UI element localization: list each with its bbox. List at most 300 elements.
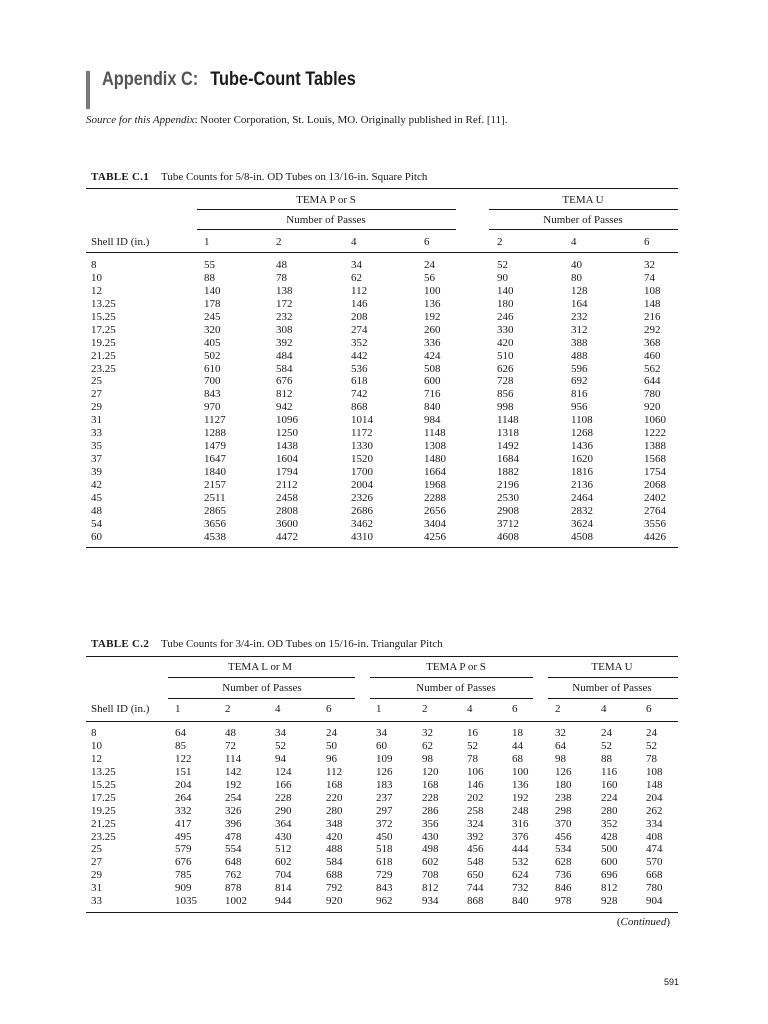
table-cell: 602 bbox=[275, 856, 292, 869]
appendix-heading bbox=[102, 69, 356, 91]
table-cell: 62 bbox=[351, 271, 362, 284]
table-cell: 696 bbox=[601, 869, 618, 882]
table-cell: 1438 bbox=[276, 440, 298, 453]
table-cell: 258 bbox=[467, 804, 484, 817]
shell-id-cell: 21.25 bbox=[91, 817, 116, 830]
table-cell: 98 bbox=[555, 752, 566, 765]
table-cell: 428 bbox=[601, 830, 618, 843]
table-cell: 78 bbox=[276, 271, 287, 284]
table-cell: 704 bbox=[275, 869, 292, 882]
table-cell: 140 bbox=[497, 284, 514, 297]
table-cell: 934 bbox=[422, 895, 439, 908]
table-cell: 4256 bbox=[424, 530, 446, 543]
table-cell: 600 bbox=[601, 856, 618, 869]
table-cell: 4508 bbox=[571, 530, 593, 543]
table-cell: 474 bbox=[646, 843, 663, 856]
table-cell: 1479 bbox=[204, 440, 226, 453]
table-cell: 388 bbox=[571, 336, 588, 349]
shell-id-cell: 8 bbox=[91, 727, 97, 739]
table-cell: 228 bbox=[422, 791, 439, 804]
table-cell: 112 bbox=[351, 284, 368, 297]
table-cell: 610 bbox=[204, 362, 221, 375]
shell-id-cell: 10 bbox=[91, 271, 102, 284]
table-cell: 180 bbox=[497, 297, 514, 310]
table-cell: 326 bbox=[225, 804, 242, 817]
shell-id-cell: 10 bbox=[91, 739, 102, 752]
table-cell: 334 bbox=[646, 817, 663, 830]
table-cell: 920 bbox=[644, 401, 661, 414]
table-cell: 579 bbox=[175, 843, 192, 856]
table-cell: 166 bbox=[275, 778, 292, 791]
table-cell: 238 bbox=[555, 791, 572, 804]
table-cell: 1060 bbox=[644, 414, 666, 427]
table-cell: 420 bbox=[326, 830, 343, 843]
table-cell: 2068 bbox=[644, 478, 666, 491]
table-cell: 1794 bbox=[276, 466, 298, 478]
table-cell: 254 bbox=[225, 791, 242, 804]
table-cell: 18 bbox=[512, 727, 523, 739]
table-cell: 352 bbox=[351, 336, 368, 349]
table1-data-column bbox=[424, 259, 446, 544]
table1-col-header: 4 bbox=[571, 236, 577, 248]
table-cell: 2326 bbox=[351, 491, 373, 504]
table-cell: 332 bbox=[175, 804, 192, 817]
table2-group-b: TEMA P or S bbox=[426, 661, 486, 673]
table-cell: 1222 bbox=[644, 427, 666, 440]
table-cell: 570 bbox=[646, 856, 663, 869]
table2-title: Tube Counts for 3/4-in. OD Tubes on 15/16-in. Triangular Pitch bbox=[161, 638, 443, 650]
table-cell: 248 bbox=[512, 804, 529, 817]
table-cell: 868 bbox=[467, 895, 484, 908]
table-cell: 100 bbox=[424, 284, 441, 297]
table-cell: 700 bbox=[204, 375, 221, 388]
table-cell: 618 bbox=[351, 375, 368, 388]
table-cell: 100 bbox=[512, 765, 529, 778]
table-cell: 785 bbox=[175, 869, 192, 882]
table-cell: 998 bbox=[497, 401, 514, 414]
shell-id-cell: 33 bbox=[91, 427, 102, 440]
table-cell: 204 bbox=[175, 778, 192, 791]
table-cell: 602 bbox=[422, 856, 439, 869]
table2-passes-a-rule bbox=[168, 698, 355, 699]
table-cell: 372 bbox=[376, 817, 393, 830]
table-cell: 204 bbox=[646, 791, 663, 804]
table-cell: 396 bbox=[225, 817, 242, 830]
table2-col-header: 2 bbox=[225, 703, 231, 715]
table-cell: 290 bbox=[275, 804, 292, 817]
table-cell: 52 bbox=[467, 739, 478, 752]
table-cell: 2832 bbox=[571, 504, 593, 517]
table-cell: 60 bbox=[376, 739, 387, 752]
table-cell: 88 bbox=[204, 271, 215, 284]
table-cell: 4538 bbox=[204, 530, 226, 543]
shell-id-cell: 12 bbox=[91, 752, 102, 765]
table-cell: 962 bbox=[376, 895, 393, 908]
table-cell: 2004 bbox=[351, 478, 373, 491]
table-cell: 1250 bbox=[276, 427, 298, 440]
table-cell: 812 bbox=[276, 388, 293, 401]
table-cell: 64 bbox=[175, 727, 186, 739]
shell-id-cell: 31 bbox=[91, 882, 102, 895]
table-cell: 484 bbox=[276, 349, 293, 362]
table1-group-a: TEMA P or S bbox=[296, 194, 356, 206]
table-cell: 112 bbox=[326, 765, 343, 778]
table1-group-b-rule bbox=[489, 209, 678, 210]
shell-id-cell: 15.25 bbox=[91, 310, 116, 323]
table-cell: 1840 bbox=[204, 466, 226, 478]
table-cell: 183 bbox=[376, 778, 393, 791]
table-cell: 220 bbox=[326, 791, 343, 804]
source-label: Source for this Appendix bbox=[86, 114, 195, 126]
table-cell: 3656 bbox=[204, 517, 226, 530]
table2-passes-c: Number of Passes bbox=[572, 682, 652, 694]
table-cell: 274 bbox=[351, 323, 368, 336]
table-cell: 843 bbox=[204, 388, 221, 401]
table-cell: 136 bbox=[512, 778, 529, 791]
table2-data-column bbox=[275, 727, 292, 908]
table-cell: 742 bbox=[351, 388, 368, 401]
table-cell: 180 bbox=[555, 778, 572, 791]
table2-col-header: 6 bbox=[646, 703, 652, 715]
table-cell: 142 bbox=[225, 765, 242, 778]
table-cell: 2764 bbox=[644, 504, 666, 517]
table-cell: 72 bbox=[225, 739, 236, 752]
table-cell: 237 bbox=[376, 791, 393, 804]
table-cell: 114 bbox=[225, 752, 242, 765]
table-cell: 814 bbox=[275, 882, 292, 895]
table-cell: 4310 bbox=[351, 530, 373, 543]
table-cell: 843 bbox=[376, 882, 393, 895]
table-cell: 352 bbox=[601, 817, 618, 830]
table-cell: 2511 bbox=[204, 491, 226, 504]
table-cell: 136 bbox=[424, 297, 441, 310]
table2-col-header: 2 bbox=[422, 703, 428, 715]
table-cell: 812 bbox=[601, 882, 618, 895]
table-cell: 370 bbox=[555, 817, 572, 830]
table2-caption bbox=[91, 638, 443, 650]
table-cell: 78 bbox=[646, 752, 657, 765]
appendix-label: Appendix C: bbox=[102, 69, 199, 90]
table2-data-column bbox=[225, 727, 247, 908]
table-cell: 34 bbox=[376, 727, 387, 739]
table-cell: 856 bbox=[497, 388, 514, 401]
table-cell: 106 bbox=[467, 765, 484, 778]
table1-shell-id-column bbox=[91, 259, 116, 544]
table2-col-header: 4 bbox=[601, 703, 607, 715]
shell-id-cell: 60 bbox=[91, 530, 102, 543]
shell-id-cell: 48 bbox=[91, 504, 102, 517]
shell-id-cell: 29 bbox=[91, 401, 102, 414]
table-cell: 2458 bbox=[276, 491, 298, 504]
table-cell: 146 bbox=[467, 778, 484, 791]
table-cell: 478 bbox=[225, 830, 242, 843]
table-cell: 978 bbox=[555, 895, 572, 908]
table1-number: TABLE C.1 bbox=[91, 171, 150, 183]
table1-data-column bbox=[497, 259, 519, 544]
table-cell: 168 bbox=[422, 778, 439, 791]
table-cell: 4608 bbox=[497, 530, 519, 543]
table-cell: 246 bbox=[497, 310, 514, 323]
table1-data-column bbox=[276, 259, 298, 544]
table-cell: 32 bbox=[644, 259, 655, 271]
table-cell: 40 bbox=[571, 259, 582, 271]
table-cell: 24 bbox=[646, 727, 657, 739]
table2-group-a: TEMA L or M bbox=[227, 661, 293, 673]
table2-col-header: 4 bbox=[275, 703, 281, 715]
table-cell: 984 bbox=[424, 414, 441, 427]
table-cell: 264 bbox=[175, 791, 192, 804]
table-cell: 408 bbox=[646, 830, 663, 843]
table-cell: 3712 bbox=[497, 517, 519, 530]
table-cell: 548 bbox=[467, 856, 484, 869]
shell-id-cell: 17.25 bbox=[91, 791, 116, 804]
table-cell: 308 bbox=[276, 323, 293, 336]
table-cell: 1268 bbox=[571, 427, 593, 440]
table-cell: 644 bbox=[644, 375, 661, 388]
table-cell: 94 bbox=[275, 752, 286, 765]
table-cell: 138 bbox=[276, 284, 293, 297]
table-cell: 232 bbox=[571, 310, 588, 323]
table-cell: 392 bbox=[467, 830, 484, 843]
table-cell: 1014 bbox=[351, 414, 373, 427]
table-cell: 928 bbox=[601, 895, 618, 908]
table-cell: 52 bbox=[601, 739, 612, 752]
table2-passes-b: Number of Passes bbox=[416, 682, 496, 694]
table-cell: 1604 bbox=[276, 453, 298, 466]
table-cell: 96 bbox=[326, 752, 337, 765]
table1-group-b: TEMA U bbox=[562, 194, 604, 206]
table-cell: 52 bbox=[497, 259, 508, 271]
table2-passes-a: Number of Passes bbox=[222, 682, 302, 694]
table-cell: 1620 bbox=[571, 453, 593, 466]
table2-col-header: 1 bbox=[175, 703, 181, 715]
table-cell: 956 bbox=[571, 401, 588, 414]
table-cell: 442 bbox=[351, 349, 368, 362]
table-cell: 3600 bbox=[276, 517, 298, 530]
table-cell: 192 bbox=[225, 778, 242, 791]
shell-id-cell: 12 bbox=[91, 284, 102, 297]
table-cell: 846 bbox=[555, 882, 572, 895]
table-cell: 116 bbox=[601, 765, 618, 778]
table-cell: 2112 bbox=[276, 478, 298, 491]
table-cell: 1096 bbox=[276, 414, 298, 427]
table-cell: 74 bbox=[644, 271, 655, 284]
table-cell: 2530 bbox=[497, 491, 519, 504]
table-cell: 48 bbox=[225, 727, 236, 739]
table-cell: 676 bbox=[276, 375, 293, 388]
table-cell: 816 bbox=[571, 388, 588, 401]
table-cell: 692 bbox=[571, 375, 588, 388]
table2-col-header: 4 bbox=[467, 703, 473, 715]
table-cell: 840 bbox=[424, 401, 441, 414]
table-cell: 1684 bbox=[497, 453, 519, 466]
table2-data-column bbox=[646, 727, 663, 908]
table-cell: 260 bbox=[424, 323, 441, 336]
table-cell: 68 bbox=[512, 752, 523, 765]
shell-id-cell: 27 bbox=[91, 856, 102, 869]
table-cell: 510 bbox=[497, 349, 514, 362]
table-cell: 1148 bbox=[497, 414, 519, 427]
table-cell: 1172 bbox=[351, 427, 373, 440]
table-cell: 2196 bbox=[497, 478, 519, 491]
table-cell: 2464 bbox=[571, 491, 593, 504]
table2-data-column bbox=[512, 727, 529, 908]
table-cell: 330 bbox=[497, 323, 514, 336]
shell-id-cell: 17.25 bbox=[91, 323, 116, 336]
table-cell: 297 bbox=[376, 804, 393, 817]
table-cell: 1388 bbox=[644, 440, 666, 453]
table-cell: 840 bbox=[512, 895, 529, 908]
table-cell: 316 bbox=[512, 817, 529, 830]
table-cell: 688 bbox=[326, 869, 343, 882]
table1-row-header: Shell ID (in.) bbox=[91, 236, 150, 248]
table-cell: 126 bbox=[376, 765, 393, 778]
table-cell: 52 bbox=[646, 739, 657, 752]
shell-id-cell: 8 bbox=[91, 259, 97, 271]
shell-id-cell: 19.25 bbox=[91, 804, 116, 817]
table1-col-header: 6 bbox=[424, 236, 430, 248]
shell-id-cell: 27 bbox=[91, 388, 102, 401]
table2-data-column bbox=[422, 727, 439, 908]
shell-id-cell: 25 bbox=[91, 375, 102, 388]
table1-col-header: 2 bbox=[497, 236, 503, 248]
table-cell: 55 bbox=[204, 259, 215, 271]
shell-id-cell: 42 bbox=[91, 478, 102, 491]
table-cell: 420 bbox=[497, 336, 514, 349]
table-cell: 708 bbox=[422, 869, 439, 882]
table-cell: 1330 bbox=[351, 440, 373, 453]
table-cell: 2686 bbox=[351, 504, 373, 517]
table2-data-column bbox=[601, 727, 618, 908]
table-cell: 909 bbox=[175, 882, 192, 895]
table-cell: 716 bbox=[424, 388, 441, 401]
table1-col-header: 1 bbox=[204, 236, 210, 248]
table-cell: 532 bbox=[512, 856, 529, 869]
table-cell: 904 bbox=[646, 895, 663, 908]
table2-row-header: Shell ID (in.) bbox=[91, 703, 150, 715]
table-cell: 1816 bbox=[571, 466, 593, 478]
table-cell: 1308 bbox=[424, 440, 446, 453]
table1-header-rule bbox=[86, 252, 678, 253]
table-cell: 120 bbox=[422, 765, 439, 778]
table2-data-column bbox=[555, 727, 572, 908]
table-cell: 168 bbox=[326, 778, 343, 791]
table2-col-header: 6 bbox=[512, 703, 518, 715]
table-cell: 1647 bbox=[204, 453, 226, 466]
table-cell: 245 bbox=[204, 310, 221, 323]
table-cell: 736 bbox=[555, 869, 572, 882]
table-cell: 2808 bbox=[276, 504, 298, 517]
shell-id-cell: 37 bbox=[91, 453, 102, 466]
table-cell: 500 bbox=[601, 843, 618, 856]
table-cell: 1127 bbox=[204, 414, 226, 427]
table-cell: 280 bbox=[601, 804, 618, 817]
table2-col-header: 1 bbox=[376, 703, 382, 715]
continued-note: (Continued) bbox=[616, 916, 670, 928]
table-cell: 232 bbox=[276, 310, 293, 323]
table-cell: 1754 bbox=[644, 466, 666, 478]
table-cell: 512 bbox=[275, 843, 292, 856]
appendix-title: Tube-Count Tables bbox=[210, 69, 356, 90]
table-cell: 430 bbox=[275, 830, 292, 843]
shell-id-cell: 31 bbox=[91, 414, 102, 427]
table-cell: 1882 bbox=[497, 466, 519, 478]
table-cell: 942 bbox=[276, 401, 293, 414]
table2-bottom-rule bbox=[86, 912, 678, 913]
shell-id-cell: 23.25 bbox=[91, 362, 116, 375]
table-cell: 944 bbox=[275, 895, 292, 908]
table-cell: 34 bbox=[275, 727, 286, 739]
table-cell: 280 bbox=[326, 804, 343, 817]
shell-id-cell: 39 bbox=[91, 466, 102, 478]
table-cell: 2288 bbox=[424, 491, 446, 504]
table-cell: 376 bbox=[512, 830, 529, 843]
table-cell: 3624 bbox=[571, 517, 593, 530]
heading-accent-bar bbox=[86, 71, 90, 109]
table-cell: 762 bbox=[225, 869, 242, 882]
table1-title: Tube Counts for 5/8-in. OD Tubes on 13/16-in. Square Pitch bbox=[161, 171, 428, 183]
table-cell: 356 bbox=[422, 817, 439, 830]
table-cell: 562 bbox=[644, 362, 661, 375]
table-cell: 336 bbox=[424, 336, 441, 349]
source-text: : Nooter Corporation, St. Louis, MO. Originally published in Ref. [11]. bbox=[194, 114, 508, 126]
table-cell: 2656 bbox=[424, 504, 446, 517]
table2-passes-b-rule bbox=[370, 698, 533, 699]
table-cell: 126 bbox=[555, 765, 572, 778]
shell-id-cell: 13.25 bbox=[91, 765, 116, 778]
table-cell: 430 bbox=[422, 830, 439, 843]
table2-group-c-rule bbox=[548, 677, 678, 678]
table-cell: 192 bbox=[424, 310, 441, 323]
table-cell: 3404 bbox=[424, 517, 446, 530]
table1-passes-b: Number of Passes bbox=[543, 214, 623, 226]
table-cell: 292 bbox=[644, 323, 661, 336]
shell-id-cell: 35 bbox=[91, 440, 102, 453]
table-cell: 1520 bbox=[351, 453, 373, 466]
table-cell: 732 bbox=[512, 882, 529, 895]
table-cell: 792 bbox=[326, 882, 343, 895]
table-cell: 148 bbox=[644, 297, 661, 310]
table1-caption bbox=[91, 171, 427, 183]
table-cell: 502 bbox=[204, 349, 221, 362]
table-cell: 744 bbox=[467, 882, 484, 895]
table-cell: 2402 bbox=[644, 491, 666, 504]
table2-passes-c-rule bbox=[548, 698, 678, 699]
table-cell: 122 bbox=[175, 752, 192, 765]
table-cell: 1035 bbox=[175, 895, 197, 908]
table2-col-header: 2 bbox=[555, 703, 561, 715]
table-cell: 1492 bbox=[497, 440, 519, 453]
table-cell: 584 bbox=[326, 856, 343, 869]
table1-data-column bbox=[204, 259, 226, 544]
table-cell: 24 bbox=[424, 259, 435, 271]
table-cell: 498 bbox=[422, 843, 439, 856]
table-cell: 812 bbox=[422, 882, 439, 895]
table2-data-column bbox=[376, 727, 393, 908]
table2-data-column bbox=[467, 727, 484, 908]
table-cell: 320 bbox=[204, 323, 221, 336]
table-cell: 596 bbox=[571, 362, 588, 375]
shell-id-cell: 45 bbox=[91, 491, 102, 504]
table-cell: 628 bbox=[555, 856, 572, 869]
table-cell: 50 bbox=[326, 739, 337, 752]
table-cell: 98 bbox=[422, 752, 433, 765]
table2-group-c: TEMA U bbox=[591, 661, 633, 673]
table-cell: 164 bbox=[571, 297, 588, 310]
table-cell: 172 bbox=[276, 297, 293, 310]
table-cell: 534 bbox=[555, 843, 572, 856]
table-cell: 16 bbox=[467, 727, 478, 739]
